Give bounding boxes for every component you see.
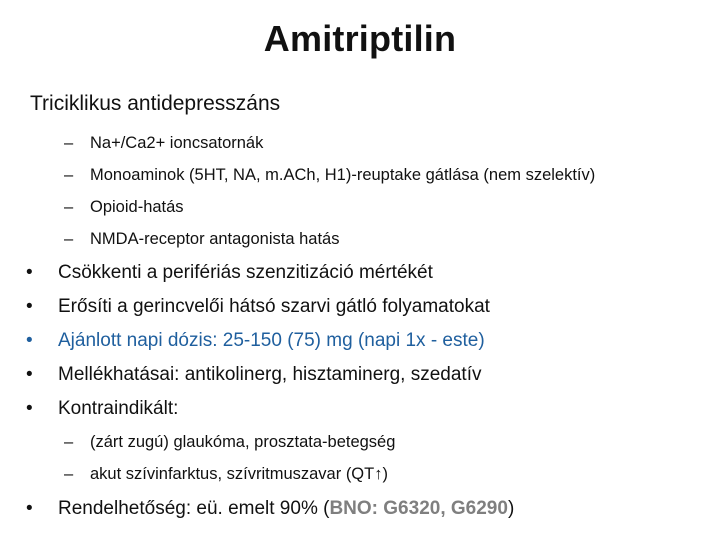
bullet-item-text: Mellékhatásai: antikolinerg, hisztaminerg, szedatív <box>58 364 482 385</box>
sub-list-item-text: Monoaminok (5HT, NA, m.ACh, H1)-reuptake gátlása (nem szelektív) <box>90 166 596 184</box>
bullet-marker: • <box>26 364 33 385</box>
dash-marker: – <box>64 198 74 216</box>
bullet-item <box>26 262 433 284</box>
bullet-item-availability <box>26 498 515 520</box>
availability-prefix: Rendelhetőség: eü. emelt 90% ( <box>58 498 330 519</box>
slide-title: Amitriptilin <box>263 18 457 59</box>
bullet-marker: • <box>26 296 33 317</box>
dash-marker: – <box>64 230 74 248</box>
bullet-marker: • <box>26 498 33 519</box>
bullet-item-dose <box>26 330 485 352</box>
sub-list-item-text: (zárt zugú) glaukóma, prosztata-betegség <box>90 433 396 451</box>
sub-list-item-text: Na+/Ca2+ ioncsatornák <box>90 134 264 152</box>
sub-list-item <box>64 166 596 185</box>
sub-list-item-text: akut szívinfarktus, szívritmuszavar (QT↑) <box>90 465 388 483</box>
bullet-item <box>26 364 482 386</box>
bullet-item-text: Csökkenti a perifériás szenzitizáció mértékét <box>58 262 433 283</box>
bullet-item-text: Erősíti a gerincvelői hátsó szarvi gátló folyamatokat <box>58 296 490 317</box>
dash-marker: – <box>64 433 74 451</box>
sub-list-item <box>64 465 388 484</box>
sub-list-item <box>64 198 184 217</box>
bno-codes: BNO: G6320, G6290 <box>329 498 508 519</box>
dash-marker: – <box>64 134 74 152</box>
bullet-item-text: Kontraindikált: <box>58 398 179 419</box>
dash-marker: – <box>64 166 74 184</box>
sub-list-item-text: NMDA-receptor antagonista hatás <box>90 230 340 248</box>
availability-suffix: ) <box>507 498 515 519</box>
bullet-marker: • <box>26 398 33 419</box>
bullet-item <box>26 296 490 318</box>
bullet-item <box>26 398 179 420</box>
sub-list-item-text: Opioid-hatás <box>90 198 184 216</box>
bullet-item-text: Ajánlott napi dózis: 25-150 (75) mg (napi 1x - este) <box>58 330 485 351</box>
sub-list-item <box>64 433 396 452</box>
bullet-marker: • <box>26 262 33 283</box>
slide-subtitle: Triciklikus antidepresszáns <box>30 92 281 115</box>
bullet-marker: • <box>26 330 33 351</box>
sub-list-item <box>64 230 340 249</box>
dash-marker: – <box>64 465 74 483</box>
sub-list-item <box>64 134 264 153</box>
